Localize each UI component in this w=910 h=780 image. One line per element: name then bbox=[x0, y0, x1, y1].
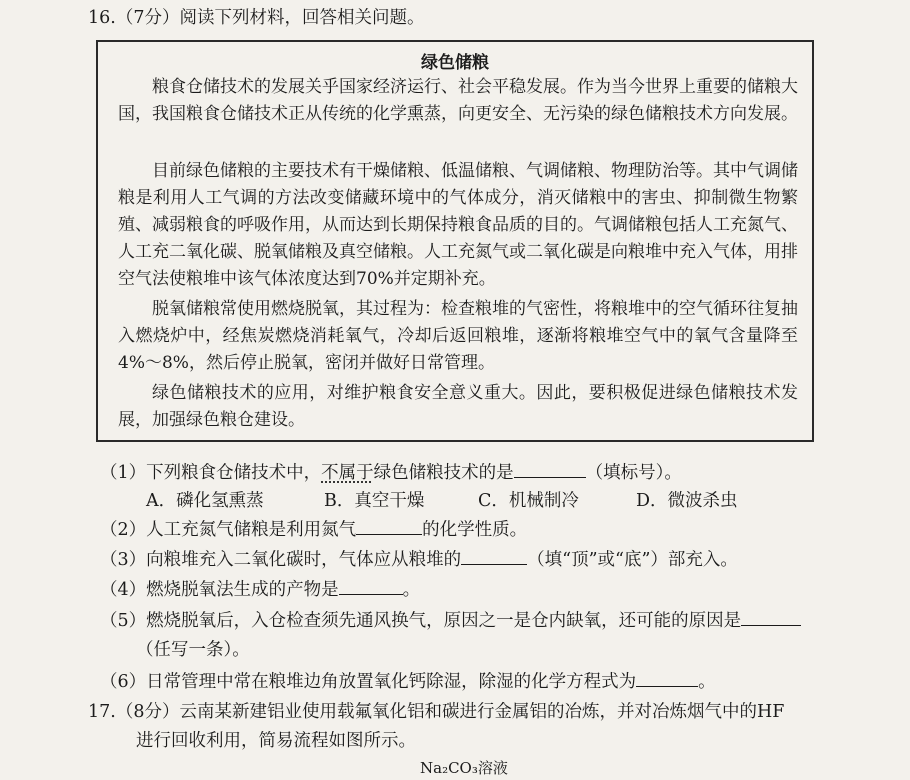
question-2 bbox=[100, 517, 527, 542]
q1-text-post: 绿色储粮技术的是 bbox=[373, 463, 514, 483]
question-5-cont: （任写一条）。 bbox=[136, 640, 250, 660]
q6-text-pre: （6）日常管理中常在粮堆边角放置氧化钙除湿，除湿的化学方程式为 bbox=[100, 672, 637, 692]
q1-text-tail: （填标号）。 bbox=[585, 463, 682, 483]
option-b: B．真空干燥 bbox=[324, 491, 425, 511]
q4-answer-blank[interactable] bbox=[339, 577, 403, 595]
q5-text: （5）燃烧脱氧后，入仓检查须先通风换气，原因之一是仓内缺氧，还可能的原因是 bbox=[100, 611, 742, 631]
question-3 bbox=[100, 547, 738, 572]
q1-answer-blank[interactable] bbox=[514, 460, 586, 478]
q2-answer-blank[interactable] bbox=[356, 517, 422, 535]
question-4 bbox=[100, 577, 420, 602]
question-6 bbox=[100, 669, 716, 694]
q2-text-pre: （2）人工充氮气储粮是利用氮气 bbox=[100, 520, 357, 540]
material-paragraph-4: 绿色储粮技术的应用，对维护粮食安全意义重大。因此，要积极促进绿色储粮技术发展，加强绿色粮仓建设。 bbox=[118, 383, 798, 430]
q17-line-2: 进行回收利用，简易流程如图所示。 bbox=[136, 731, 416, 751]
q4-text-post: 。 bbox=[402, 580, 421, 600]
q3-text-post: （填“顶”或“底”）部充入。 bbox=[527, 550, 738, 570]
q3-answer-blank[interactable] bbox=[461, 547, 527, 565]
q5-answer-blank[interactable] bbox=[741, 608, 801, 626]
question-1 bbox=[100, 460, 682, 485]
q4-text-pre: （4）燃烧脱氧法生成的产物是 bbox=[100, 580, 339, 600]
option-a: A．磷化氢熏蒸 bbox=[146, 491, 264, 511]
material-title: 绿色储粮 bbox=[421, 53, 489, 73]
q1-text-pre: （1）下列粮食仓储技术中， bbox=[100, 463, 322, 483]
q1-emphasis: 不属于 bbox=[321, 463, 374, 483]
q2-text-post: 的化学性质。 bbox=[422, 520, 528, 540]
q17-diagram-label-cut: Na₂CO₃溶液 bbox=[420, 759, 508, 777]
q3-text-pre: （3）向粮堆充入二氧化碳时，气体应从粮堆的 bbox=[100, 550, 462, 570]
option-d: D．微波杀虫 bbox=[636, 491, 738, 511]
material-paragraph-2: 目前绿色储粮的主要技术有干燥储粮、低温储粮、气调储粮、物理防治等。其中气调储粮是利用人工气调的方法改变储藏环境中的气体成分，消灭储粮中的害虫、抑制微生物繁殖、减弱粮食的呼吸作用，从而达到长期保持粮食品质的目的。气调储粮包括人工充氮气、人工充二氧化碳、脱氧储粮及真空储粮。人工充氮气或二氧化碳是向粮堆中充入气体，用排空气法使粮堆中该气体浓度达到70%并定期补充。 bbox=[118, 161, 798, 289]
q6-answer-blank[interactable] bbox=[636, 669, 698, 687]
option-c: C．机械制冷 bbox=[478, 491, 579, 511]
q6-text-post: 。 bbox=[698, 672, 716, 692]
q16-header: 16.（7分）阅读下列材料，回答相关问题。 bbox=[88, 8, 425, 28]
question-5 bbox=[100, 608, 801, 633]
material-paragraph-1: 粮食仓储技术的发展关乎国家经济运行、社会平稳发展。作为当今世界上重要的储粮大国，我国粮食仓储技术正从传统的化学熏蒸，向更安全、无污染的绿色储粮技术方向发展。 bbox=[118, 77, 798, 124]
q17-header: 17.（8分）云南某新建铝业使用载氟氧化铝和碳进行金属铝的冶炼，并对冶炼烟气中的HF bbox=[88, 702, 785, 722]
reading-material-box bbox=[96, 40, 814, 442]
material-paragraph-3: 脱氧储粮常使用燃烧脱氧，其过程为：检查粮堆的气密性，将粮堆中的空气循环往复抽入燃烧炉中，经焦炭燃烧消耗氧气，冷却后返回粮堆，逐渐将粮堆空气中的氧气含量降至4%～8%，然后停止脱氧，密闭并做好日常管理。 bbox=[118, 299, 798, 373]
